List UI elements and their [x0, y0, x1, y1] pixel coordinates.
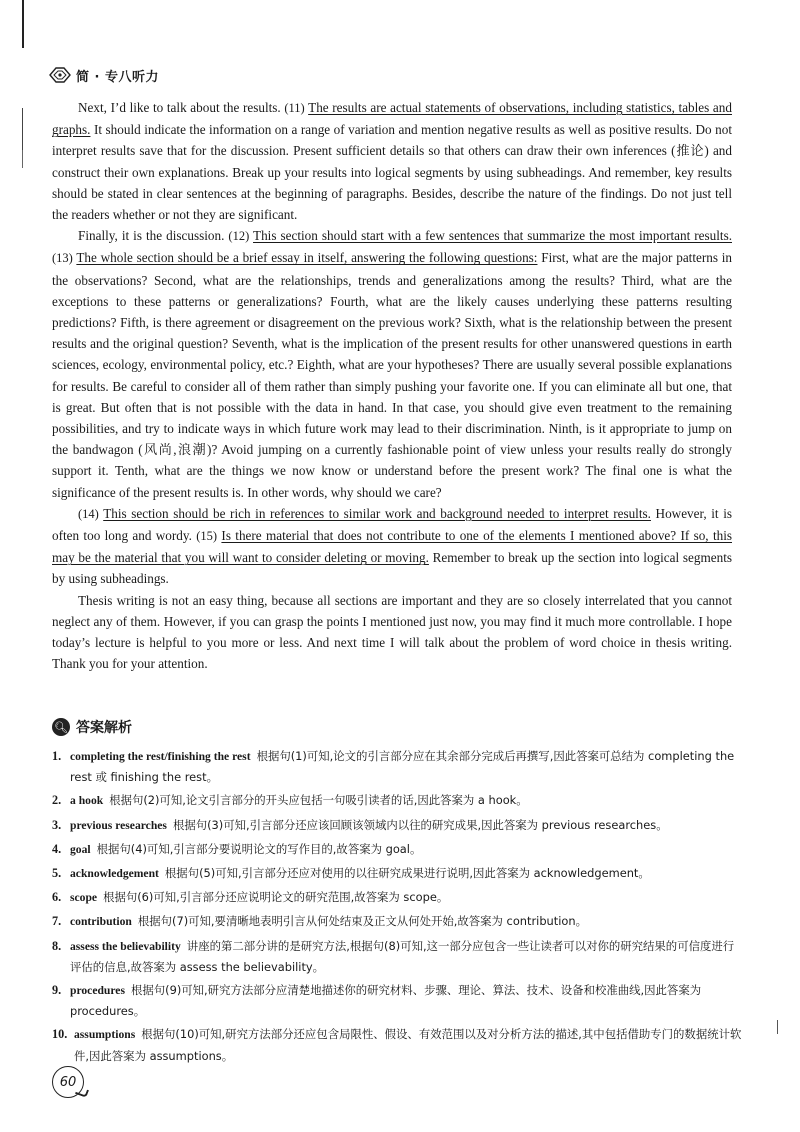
- margin-rule: [22, 150, 23, 168]
- answer-body: [74, 1024, 742, 1065]
- transcript-text: [52, 97, 732, 674]
- answer-number: 8.: [52, 938, 62, 953]
- answer-body: [70, 887, 742, 908]
- answer-key: procedures: [70, 984, 125, 998]
- answer-item: [52, 863, 742, 884]
- sentence-number: (15): [196, 529, 218, 544]
- answer-explanation: 根据句(5)可知,引言部分还应对使用的以往研究成果进行说明,因此答案为 acknowledgement。: [164, 866, 650, 881]
- sentence-number: (11): [284, 101, 305, 115]
- answer-number: 4.: [52, 841, 62, 856]
- answer-number: 10.: [52, 1027, 68, 1042]
- answer-body: [70, 863, 742, 884]
- answer-number: 9.: [52, 983, 62, 998]
- answer-explanation: 根据句(4)可知,引言部分要说明论文的写作目的,故答案为 goal。: [96, 841, 422, 856]
- paragraph-text: First, what are the major patterns in the observations? Second, what are the relationships, trends and generalizations among the results? Third, what are the exceptions to these patterns or generalizations? Fourth, what are the likely causes underlying these patterns resulting predictions? Fifth, is there agreement or disagreement on the previous work? Sixth, what is the relationship between the present results and the original question? Seventh, what is the implication of the present results for other unanswered questions in earth sciences, ecology, environmental policy, etc.? Eighth, what are your hypotheses? There are usually several possible explanations for results. Be careful to consider all of them rather than simply pushing your favorite one. If you can eliminate all but one, that is great. But often that is not possible with the data in hand. In that case, you should give even treatment to the remaining possibilities, and try to indicate ways in which future work may lead to their discrimination. Ninth, is it appropriate to jump on the bandwagon (风尚,浪潮)? Avoid jumping on a currently fashionable point of view unless your results really do strongly support it. Tenth, what are the things we now know or understand before the present work? The final one is what the significance of the present results is. In other words, why should we care?: [52, 250, 733, 500]
- answer-number: 3.: [52, 817, 62, 832]
- paragraph: [52, 503, 732, 590]
- answer-explanation: 根据句(7)可知,要清晰地表明引言从何处结束及正文从何处开始,故答案为 contribution。: [137, 914, 587, 929]
- answer-key: acknowledgement: [70, 867, 159, 881]
- answer-key: assess the believability: [70, 939, 181, 953]
- margin-mark: [777, 1020, 778, 1034]
- answer-item: [52, 746, 742, 787]
- answer-item: [52, 790, 742, 811]
- answer-number: 1.: [52, 749, 62, 763]
- answer-key: scope: [70, 891, 98, 905]
- sentence-number: (12): [228, 229, 250, 244]
- key-sentence: The whole section should be a brief essay in itself, answering the following questions:: [76, 250, 538, 266]
- answer-item: [52, 1024, 742, 1065]
- margin-rule: [22, 0, 24, 48]
- margin-rule: [22, 108, 23, 154]
- paragraph-text: However, it is often too long and wordy.: [52, 505, 733, 544]
- paragraph-text: Thesis writing is not an easy thing, because all sections are important and they are so closely interrelated that you cannot neglect any of them. However, if you can grasp the points I mentioned just now, you may find it much more controllable. I hope today’s lecture is helpful to you more or less. And next time I will talk about the problem of word choice in thesis writing. Thank you for your attention.: [52, 592, 732, 672]
- answer-number: 6.: [52, 890, 62, 905]
- key-sentence: This section should start with a few sentences that summarize the most important results.: [253, 228, 732, 244]
- paragraph-text: Next, I’d like to talk about the results.: [78, 100, 285, 115]
- answer-explanation: 根据句(10)可知,研究方法部分还应包含局限性、假设、有效范围以及对分析方法的描述,其中包括借助专门的数据统计软件,因此答案为 assumptions。: [74, 1027, 742, 1063]
- key-sentence: Is there material that does not contribute to one of the elements I mentioned above? If so, this may be the material that you will want to consider deleting or moving.: [52, 528, 732, 566]
- answer-item: [52, 980, 742, 1021]
- answer-list: [52, 746, 742, 1069]
- answer-key: goal: [70, 842, 91, 856]
- answer-key: completing the rest/finishing the rest: [70, 750, 251, 763]
- key-sentence: The results are actual statements of observations, including statistics, tables and graphs.: [52, 100, 732, 138]
- answer-explanation: 讲座的第二部分讲的是研究方法,根据句(8)可知,这一部分应包含一些让读者可以对你的研究结果的可信度进行评估的信息,故答案为 assess the believability。: [70, 938, 735, 974]
- paragraph-text: Remember to break up the section into logical segments by using subheadings.: [52, 550, 732, 587]
- answer-item: [52, 815, 742, 836]
- answer-key: contribution: [70, 915, 132, 929]
- page-number-text: 60: [59, 1074, 77, 1090]
- key-sentence: This section should be rich in references to similar work and background needed to interpret results.: [103, 505, 651, 521]
- book-logo-icon: [48, 64, 72, 86]
- answer-explanation: 根据句(3)可知,引言部分还应该回顾该领域内以往的研究成果,因此答案为 previous researches。: [172, 817, 668, 832]
- header-title: 简 · 专八听力: [76, 69, 159, 85]
- paragraph-text: Finally, it is the discussion.: [78, 228, 229, 244]
- answer-key: assumptions: [74, 1028, 136, 1042]
- answer-explanation: 根据句(1)可知,论文的引言部分应在其余部分完成后再撰写,因此答案可总结为 completing the rest 或 finishing the rest。: [70, 749, 735, 785]
- paragraph: [52, 590, 732, 675]
- answer-section-heading: [52, 716, 132, 738]
- answer-body: [70, 746, 742, 787]
- answer-body: [70, 815, 742, 836]
- page-number-decoration: [75, 1086, 89, 1098]
- answer-body: [70, 980, 742, 1021]
- answer-key: previous researches: [70, 818, 167, 832]
- answer-body: [70, 911, 742, 932]
- sentence-number: (14): [78, 506, 99, 521]
- answer-number: 7.: [52, 914, 62, 929]
- running-header: [48, 62, 159, 88]
- section-title: 答案解析: [76, 720, 132, 736]
- answer-item: [52, 887, 742, 908]
- answer-body: [70, 839, 742, 860]
- answer-explanation: 根据句(9)可知,研究方法部分应清楚地描述你的研究材料、步骤、理论、算法、技术、设备和校准曲线,因此答案为 procedures。: [70, 983, 702, 1019]
- answer-item: [52, 936, 742, 977]
- answer-explanation: 根据句(2)可知,论文引言部分的开头应包括一句吸引读者的话,因此答案为 a hook。: [109, 793, 528, 808]
- answer-number: 2.: [52, 793, 62, 808]
- answer-body: [70, 936, 742, 977]
- answer-explanation: 根据句(6)可知,引言部分还应说明论文的研究范围,故答案为 scope。: [103, 890, 449, 905]
- paragraph: [52, 225, 732, 503]
- answer-body: [70, 790, 742, 811]
- paragraph-text: It should indicate the information on a range of variation and mention negative results as well as positive results. Do not interpret results save that for the discussion. Present sufficient details so that others can draw their own inferences (推论) and construct their own explanations. Break up your results into logical segments by using subheadings. And remember, key results should be stated in clear sentences at the beginning of paragraphs. Besides, describe the nature of the findings. Do not just tell the readers whether or not they are significant.: [52, 122, 732, 223]
- answer-key: a hook: [70, 794, 104, 808]
- paragraph: [52, 97, 732, 225]
- answer-item: [52, 839, 742, 860]
- sentence-number: (13): [52, 251, 73, 266]
- answer-item: [52, 911, 742, 932]
- answer-number: 5.: [52, 866, 62, 881]
- magnifier-icon: 🔍︎: [52, 718, 70, 736]
